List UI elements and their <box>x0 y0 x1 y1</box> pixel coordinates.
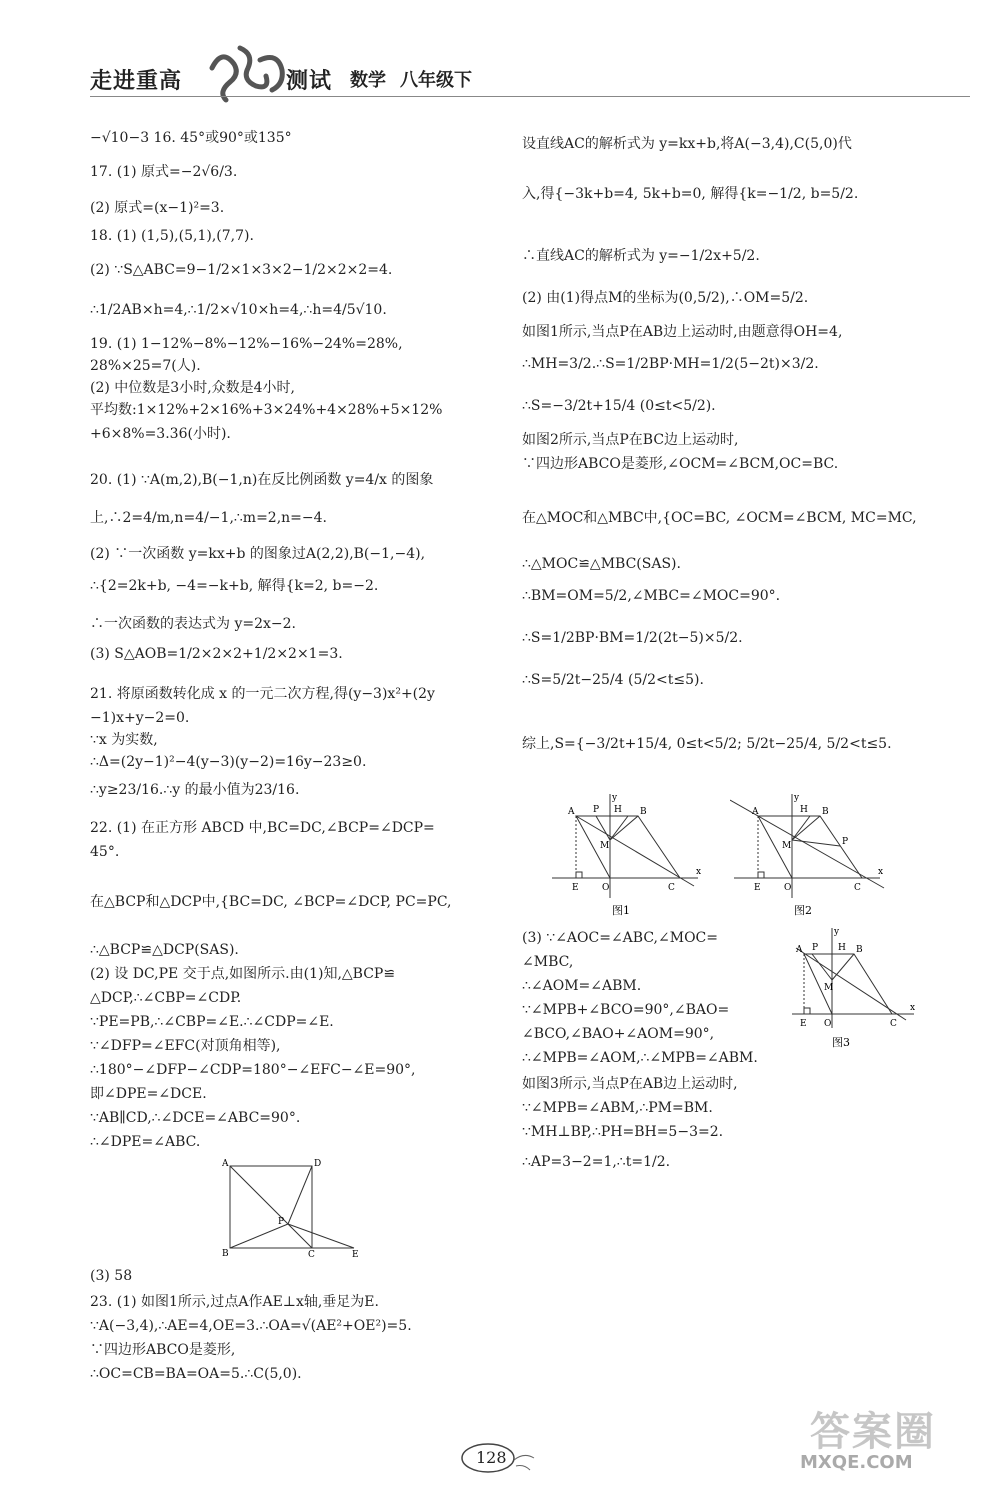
text-line: −1)x+y−2=0. <box>90 710 190 726</box>
label-b: B <box>222 1249 229 1258</box>
label-c: C <box>308 1250 315 1258</box>
label-a: A <box>752 807 759 817</box>
label-a: A <box>796 945 803 955</box>
text-line: 如图2所示,当点P在BC边上运动时, <box>522 432 739 448</box>
label-c: C <box>854 883 861 893</box>
label-d: D <box>314 1159 322 1169</box>
watermark-url: MXQE.COM <box>800 1452 913 1473</box>
text-line: ∴S=5/2t−25/4 (5/2<t≤5). <box>522 672 704 688</box>
label-a: A <box>568 807 575 817</box>
text-line: ∴∠DPE=∠ABC. <box>90 1134 201 1150</box>
text-line: 如图3所示,当点P在AB边上运动时, <box>522 1076 738 1092</box>
label-b: B <box>640 807 647 817</box>
text-line: ∴∠MPB=∠AOM,∴∠MPB=∠ABM. <box>522 1050 758 1066</box>
label-b: B <box>856 945 863 955</box>
text-line: ∴y≥23/16.∴y 的最小值为23/16. <box>90 782 300 798</box>
text-line: (2) 由(1)得点M的坐标为(0,5/2),∴OM=5/2. <box>522 290 809 306</box>
figure-2 <box>730 790 890 920</box>
text-line: −√10−3 16. 45°或90°或135° <box>90 130 292 146</box>
header-grade: 八年级下 <box>400 70 472 91</box>
page-number: 128 <box>476 1448 507 1467</box>
figure-3-caption: 图3 <box>832 1036 850 1049</box>
text-line: ∴一次函数的表达式为 y=2x−2. <box>90 616 296 632</box>
label-p: P <box>842 837 849 847</box>
header-title-b: 测试 <box>286 69 333 94</box>
text-line: ∴S=1/2BP·BM=1/2(2t−5)×5/2. <box>522 630 743 646</box>
label-m: M <box>600 841 610 851</box>
label-m: M <box>824 983 834 993</box>
label-h: H <box>614 805 622 815</box>
text-line: ∵PE=PB,∴∠CBP=∠E.∴∠CDP=∠E. <box>90 1014 334 1030</box>
figure-1-caption: 图1 <box>612 904 630 917</box>
text-line: ∵四边形ABCO是菱形, <box>90 1342 236 1358</box>
figure-2-caption: 图2 <box>794 904 812 917</box>
text-line: ∴S=−3/2t+15/4 (0≤t<5/2). <box>522 398 716 414</box>
text-line: ∵∠MPB=∠ABM,∴PM=BM. <box>522 1100 713 1116</box>
text-line: 入,得{−3k+b=4, 5k+b=0, 解得{k=−1/2, b=5/2. <box>522 186 859 202</box>
text-line: 平均数:1×12%+2×16%+3×24%+4×28%+5×12% <box>90 402 443 418</box>
figure-3 <box>788 924 918 1050</box>
text-line: 如图1所示,当点P在AB边上运动时,由题意得OH=4, <box>522 324 843 340</box>
label-e: E <box>800 1019 807 1029</box>
label-o: O <box>824 1019 832 1029</box>
text-line: 45°. <box>90 844 120 860</box>
text-line: 18. (1) (1,5),(5,1),(7,7). <box>90 228 254 244</box>
text-line: 在△BCP和△DCP中,{BC=DC, ∠BCP=∠DCP, PC=PC, <box>90 894 452 910</box>
text-line: 上,∴2=4/m,n=4/−1,∴m=2,n=−4. <box>90 510 328 526</box>
label-e: E <box>352 1250 359 1258</box>
text-line: 17. (1) 原式=−2√6/3. <box>90 164 238 180</box>
label-m: M <box>782 841 792 851</box>
text-line: ∠BCO,∠BAO+∠AOM=90°, <box>522 1026 715 1042</box>
text-line: ∴∠AOM=∠ABM. <box>522 978 642 994</box>
figure-1 <box>548 790 708 920</box>
label-o: O <box>784 883 792 893</box>
header-title-a: 走进重高 <box>90 69 183 94</box>
label-b: B <box>822 807 829 817</box>
text-line: +6×8%=3.36(小时). <box>90 426 231 442</box>
label-p: P <box>593 805 600 815</box>
text-line: ∵∠MPB+∠BCO=90°,∠BAO= <box>522 1002 730 1018</box>
text-line: ∴AP=3−2=1,∴t=1/2. <box>522 1154 671 1170</box>
header-subject: 数学 <box>350 70 386 91</box>
page-header <box>90 56 510 106</box>
text-line: 21. 将原函数转化成 x 的一元二次方程,得(y−3)x²+(2y <box>90 686 435 702</box>
label-h: H <box>800 805 808 815</box>
text-line: (2) ∵S△ABC=9−1/2×1×3×2−1/2×2×2=4. <box>90 262 393 278</box>
label-x: x <box>696 867 702 877</box>
text-line: 19. (1) 1−12%−8%−12%−16%−24%=28%, <box>90 336 403 352</box>
text-line: 在△MOC和△MBC中,{OC=BC, ∠OCM=∠BCM, MC=MC, <box>522 510 917 526</box>
text-line: ∵A(−3,4),∴AE=4,OE=3.∴OA=√(AE²+OE²)=5. <box>90 1318 412 1334</box>
label-x: x <box>910 1003 916 1013</box>
text-line: ∴OC=CB=BA=OA=5.∴C(5,0). <box>90 1366 302 1382</box>
text-line: ∵四边形ABCO是菱形,∠OCM=∠BCM,OC=BC. <box>522 456 839 472</box>
text-line: ∴BM=OM=5/2,∠MBC=∠MOC=90°. <box>522 588 781 604</box>
text-line: 即∠DPE=∠DCE. <box>90 1086 207 1102</box>
label-o: O <box>602 883 610 893</box>
text-line: (3) ∵∠AOC=∠ABC,∠MOC= <box>522 930 718 946</box>
text-line: 22. (1) 在正方形 ABCD 中,BC=DC,∠BCP=∠DCP= <box>90 820 435 836</box>
text-line: ∵MH⊥BP,∴PH=BH=5−3=2. <box>522 1124 724 1140</box>
text-line: (3) 58 <box>90 1268 133 1284</box>
text-line: ∠MBC, <box>522 954 574 970</box>
text-line: ∵∠DFP=∠EFC(对顶角相等), <box>90 1038 281 1054</box>
text-line: △DCP,∴∠CBP=∠CDP. <box>90 990 242 1006</box>
label-a: A <box>222 1159 229 1169</box>
text-line: ∴△MOC≌△MBC(SAS). <box>522 556 681 572</box>
text-line: 综上,S={−3/2t+15/4, 0≤t<5/2; 5/2t−25/4, 5/2<t≤5. <box>522 736 892 752</box>
text-line: ∴MH=3/2.∴S=1/2BP·MH=1/2(5−2t)×3/2. <box>522 356 819 372</box>
text-line: (3) S△AOB=1/2×2×2+1/2×2×1=3. <box>90 646 343 662</box>
text-line: ∴Δ=(2y−1)²−4(y−3)(y−2)=16y−23≥0. <box>90 754 367 770</box>
text-line: ∴直线AC的解析式为 y=−1/2x+5/2. <box>522 248 760 264</box>
text-line: (2) ∵一次函数 y=kx+b 的图象过A(2,2),B(−1,−4), <box>90 546 426 562</box>
text-line: (2) 设 DC,PE 交于点,如图所示.由(1)知,△BCP≌ <box>90 966 396 982</box>
label-c: C <box>890 1019 897 1029</box>
label-y: y <box>834 927 840 937</box>
text-line: ∴180°−∠DFP−∠CDP=180°−∠EFC−∠E=90°, <box>90 1062 416 1078</box>
text-line: ∵AB∥CD,∴∠DCE=∠ABC=90°. <box>90 1110 301 1126</box>
label-h: H <box>838 943 846 953</box>
text-line: ∴△BCP≌△DCP(SAS). <box>90 942 239 958</box>
label-y: y <box>794 793 800 803</box>
text-line: 28%×25=7(人). <box>90 358 201 374</box>
label-y: y <box>612 793 618 803</box>
page-number-badge <box>458 1440 538 1480</box>
text-line: 20. (1) ∵A(m,2),B(−1,n)在反比例函数 y=4/x 的图象 <box>90 472 434 488</box>
text-line: ∴{2=2k+b, −4=−k+b, 解得{k=2, b=−2. <box>90 578 379 594</box>
label-c: C <box>668 883 675 893</box>
text-line: (2) 原式=(x−1)²=3. <box>90 200 225 216</box>
label-x: x <box>878 867 884 877</box>
label-e: E <box>572 883 579 893</box>
header-rule <box>90 96 970 97</box>
text-line: ∴1/2AB×h=4,∴1/2×√10×h=4,∴h=4/5√10. <box>90 302 387 318</box>
figure-square-abcd <box>222 1158 362 1258</box>
text-line: ∵x 为实数, <box>90 732 158 748</box>
watermark-logo: 答案圈 <box>810 1409 936 1455</box>
label-p: P <box>278 1217 285 1227</box>
text-line: 设直线AC的解析式为 y=kx+b,将A(−3,4),C(5,0)代 <box>522 136 852 152</box>
label-p: P <box>812 943 819 953</box>
text-line: (2) 中位数是3小时,众数是4小时, <box>90 380 295 396</box>
text-line: 23. (1) 如图1所示,过点A作AE⊥x轴,垂足为E. <box>90 1294 379 1310</box>
label-e: E <box>754 883 761 893</box>
watermark <box>800 1400 980 1480</box>
